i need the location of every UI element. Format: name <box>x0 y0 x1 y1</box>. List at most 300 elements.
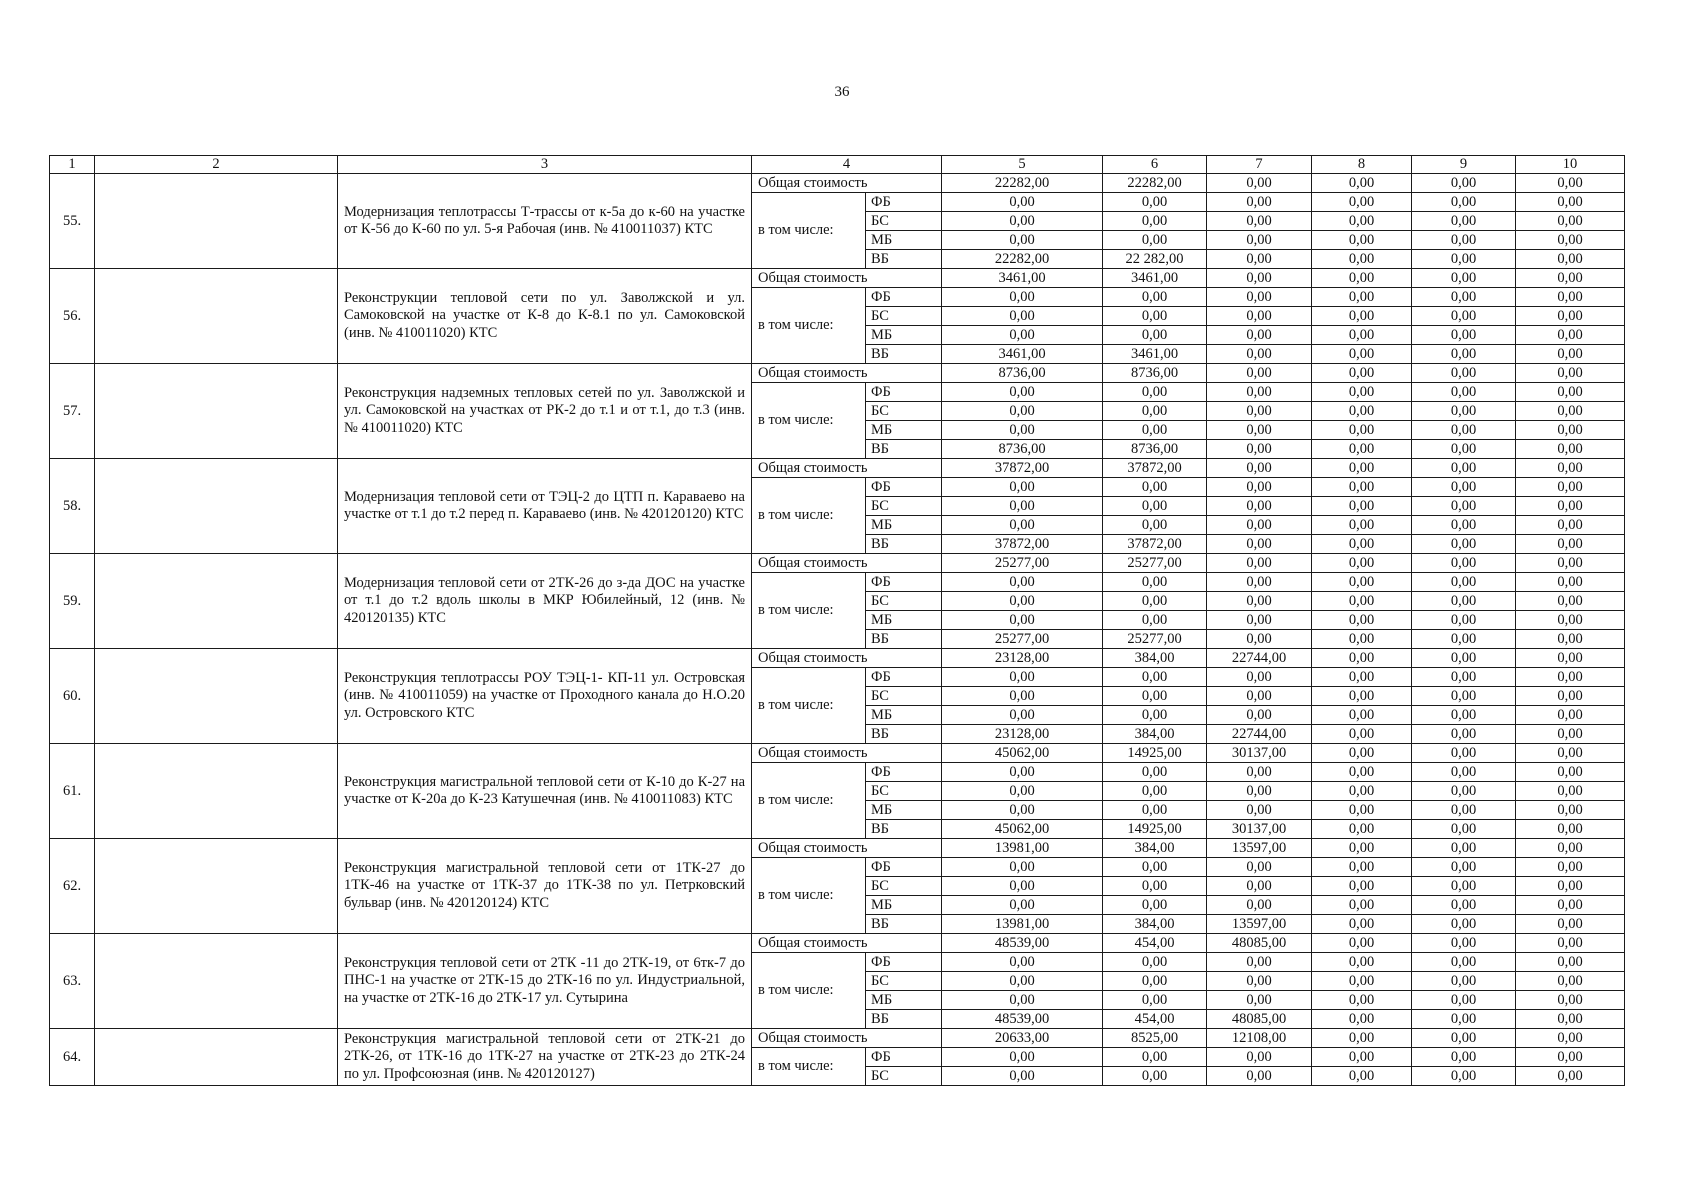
value-cell: 0,00 <box>1412 611 1516 630</box>
value-cell: 0,00 <box>1312 1010 1412 1029</box>
funding-source: ФБ <box>866 383 942 402</box>
value-cell: 0,00 <box>1207 516 1312 535</box>
value-cell: 0,00 <box>1412 706 1516 725</box>
value-cell: 0,00 <box>1312 991 1412 1010</box>
value-cell: 0,00 <box>942 307 1103 326</box>
funding-source: МБ <box>866 991 942 1010</box>
value-cell: 0,00 <box>1412 953 1516 972</box>
value-cell: 0,00 <box>1207 668 1312 687</box>
value-cell: 0,00 <box>1412 782 1516 801</box>
value-cell: 0,00 <box>1207 801 1312 820</box>
value-cell: 0,00 <box>1312 649 1412 668</box>
value-cell: 0,00 <box>942 1048 1103 1067</box>
funding-source: ФБ <box>866 763 942 782</box>
value-cell: 8736,00 <box>1103 364 1207 383</box>
value-cell: 25277,00 <box>1103 554 1207 573</box>
value-cell: 0,00 <box>1412 212 1516 231</box>
value-cell: 0,00 <box>1412 801 1516 820</box>
value-cell: 45062,00 <box>942 744 1103 763</box>
value-cell: 0,00 <box>942 687 1103 706</box>
empty-cell <box>95 744 338 839</box>
value-cell: 0,00 <box>1103 953 1207 972</box>
empty-cell <box>95 839 338 934</box>
value-cell: 0,00 <box>1516 554 1625 573</box>
value-cell: 48085,00 <box>1207 934 1312 953</box>
value-cell: 0,00 <box>942 402 1103 421</box>
value-cell: 0,00 <box>1312 744 1412 763</box>
value-cell: 0,00 <box>942 953 1103 972</box>
value-cell: 0,00 <box>1312 383 1412 402</box>
value-cell: 0,00 <box>1412 345 1516 364</box>
value-cell: 0,00 <box>1312 364 1412 383</box>
value-cell: 0,00 <box>1412 972 1516 991</box>
total-cost-label: Общая стоимость <box>752 649 942 668</box>
value-cell: 0,00 <box>1103 877 1207 896</box>
value-cell: 0,00 <box>1516 744 1625 763</box>
empty-cell <box>95 459 338 554</box>
value-cell: 0,00 <box>1516 174 1625 193</box>
project-number: 57. <box>50 364 95 459</box>
budget-table <box>49 155 1625 1086</box>
value-cell: 25277,00 <box>1103 630 1207 649</box>
value-cell: 0,00 <box>1103 193 1207 212</box>
value-cell: 454,00 <box>1103 934 1207 953</box>
project-name: Реконструкция тепловой сети от 2ТК -11 до 2ТК-19, от 6тк-7 до ПНС-1 на участке от 2ТК-15 до 2ТК-16 по ул. Индустриальной, на участке от 2ТК-16 до 2ТК-17 ул. Сутырина <box>338 934 752 1029</box>
total-cost-label: Общая стоимость <box>752 554 942 573</box>
value-cell: 0,00 <box>942 383 1103 402</box>
value-cell: 0,00 <box>1412 896 1516 915</box>
value-cell: 0,00 <box>1312 953 1412 972</box>
value-cell: 0,00 <box>1103 972 1207 991</box>
value-cell: 8736,00 <box>942 440 1103 459</box>
value-cell: 0,00 <box>1312 592 1412 611</box>
value-cell: 0,00 <box>1516 687 1625 706</box>
funding-source: МБ <box>866 326 942 345</box>
value-cell: 0,00 <box>1207 782 1312 801</box>
empty-cell <box>95 934 338 1029</box>
column-header: 2 <box>95 156 338 174</box>
value-cell: 0,00 <box>1516 1067 1625 1086</box>
value-cell: 0,00 <box>1103 991 1207 1010</box>
value-cell: 0,00 <box>1312 934 1412 953</box>
value-cell: 0,00 <box>1312 231 1412 250</box>
funding-source: БС <box>866 877 942 896</box>
value-cell: 0,00 <box>1412 402 1516 421</box>
value-cell: 0,00 <box>1207 1067 1312 1086</box>
funding-source: БС <box>866 212 942 231</box>
including-label: в том числе: <box>752 288 866 364</box>
column-header: 4 <box>752 156 942 174</box>
total-cost-label: Общая стоимость <box>752 744 942 763</box>
value-cell: 0,00 <box>942 858 1103 877</box>
funding-source: ФБ <box>866 668 942 687</box>
project-name: Модернизация теплотрассы Т-трассы от к-5а до к-60 на участке от К-56 до К-60 по ул. 5-я Рабочая (инв. № 410011037) КТС <box>338 174 752 269</box>
funding-source: ФБ <box>866 858 942 877</box>
value-cell: 0,00 <box>1516 592 1625 611</box>
funding-source: БС <box>866 782 942 801</box>
funding-source: БС <box>866 497 942 516</box>
value-cell: 0,00 <box>1312 212 1412 231</box>
value-cell: 22282,00 <box>942 174 1103 193</box>
value-cell: 0,00 <box>1312 269 1412 288</box>
value-cell: 0,00 <box>1516 1048 1625 1067</box>
value-cell: 0,00 <box>1412 991 1516 1010</box>
funding-source: БС <box>866 307 942 326</box>
empty-cell <box>95 174 338 269</box>
value-cell: 3461,00 <box>942 345 1103 364</box>
value-cell: 13597,00 <box>1207 839 1312 858</box>
value-cell: 0,00 <box>1207 364 1312 383</box>
project-number: 60. <box>50 649 95 744</box>
value-cell: 12108,00 <box>1207 1029 1312 1048</box>
value-cell: 0,00 <box>1207 991 1312 1010</box>
value-cell: 0,00 <box>1516 649 1625 668</box>
funding-source: ВБ <box>866 725 942 744</box>
value-cell: 0,00 <box>1312 972 1412 991</box>
value-cell: 37872,00 <box>942 535 1103 554</box>
table-row <box>50 934 1625 953</box>
value-cell: 14925,00 <box>1103 820 1207 839</box>
project-name: Реконструкция теплотрассы РОУ ТЭЦ-1- КП-11 ул. Островская (инв. № 410011059) на участке от Проходного канала до Н.О.20 ул. Островского КТС <box>338 649 752 744</box>
value-cell: 0,00 <box>1412 877 1516 896</box>
value-cell: 0,00 <box>1207 383 1312 402</box>
funding-source: МБ <box>866 706 942 725</box>
value-cell: 0,00 <box>1312 668 1412 687</box>
value-cell: 23128,00 <box>942 649 1103 668</box>
empty-cell <box>95 364 338 459</box>
table-row <box>50 269 1625 288</box>
project-name: Модернизация тепловой сети от 2ТК-26 до з-да ДОС на участке от т.1 до т.2 вдоль школы в МКР Юбилейный, 12 (инв. № 420120135) КТС <box>338 554 752 649</box>
value-cell: 384,00 <box>1103 915 1207 934</box>
value-cell: 0,00 <box>1103 858 1207 877</box>
table-row <box>50 649 1625 668</box>
funding-source: ФБ <box>866 478 942 497</box>
value-cell: 0,00 <box>1412 231 1516 250</box>
funding-source: ВБ <box>866 915 942 934</box>
value-cell: 0,00 <box>1207 288 1312 307</box>
value-cell: 0,00 <box>1207 440 1312 459</box>
value-cell: 0,00 <box>1207 345 1312 364</box>
value-cell: 0,00 <box>1312 573 1412 592</box>
value-cell: 0,00 <box>942 573 1103 592</box>
value-cell: 0,00 <box>1516 763 1625 782</box>
value-cell: 0,00 <box>1312 877 1412 896</box>
project-number: 58. <box>50 459 95 554</box>
funding-source: МБ <box>866 611 942 630</box>
table-row <box>50 174 1625 193</box>
value-cell: 0,00 <box>1412 1029 1516 1048</box>
value-cell: 0,00 <box>1312 725 1412 744</box>
value-cell: 0,00 <box>1103 573 1207 592</box>
value-cell: 37872,00 <box>942 459 1103 478</box>
value-cell: 0,00 <box>1207 877 1312 896</box>
project-name: Реконструкция магистральной тепловой сети от К-10 до К-27 на участке от К-20а до К-23 Катушечная (инв. № 410011083) КТС <box>338 744 752 839</box>
value-cell: 0,00 <box>1412 858 1516 877</box>
value-cell: 0,00 <box>1516 535 1625 554</box>
table-row <box>50 744 1625 763</box>
value-cell: 0,00 <box>1103 1067 1207 1086</box>
value-cell: 0,00 <box>942 193 1103 212</box>
value-cell: 454,00 <box>1103 1010 1207 1029</box>
value-cell: 0,00 <box>1103 706 1207 725</box>
value-cell: 0,00 <box>942 782 1103 801</box>
value-cell: 0,00 <box>1312 459 1412 478</box>
value-cell: 0,00 <box>1516 839 1625 858</box>
value-cell: 22 282,00 <box>1103 250 1207 269</box>
value-cell: 0,00 <box>942 1067 1103 1086</box>
value-cell: 0,00 <box>1412 326 1516 345</box>
value-cell: 0,00 <box>1103 687 1207 706</box>
value-cell: 0,00 <box>1312 687 1412 706</box>
value-cell: 0,00 <box>1516 478 1625 497</box>
column-header: 7 <box>1207 156 1312 174</box>
value-cell: 0,00 <box>1516 440 1625 459</box>
value-cell: 0,00 <box>1103 288 1207 307</box>
value-cell: 0,00 <box>942 516 1103 535</box>
including-label: в том числе: <box>752 858 866 934</box>
empty-cell <box>95 554 338 649</box>
funding-source: ВБ <box>866 440 942 459</box>
funding-source: МБ <box>866 231 942 250</box>
value-cell: 0,00 <box>1516 896 1625 915</box>
value-cell: 0,00 <box>1412 630 1516 649</box>
value-cell: 45062,00 <box>942 820 1103 839</box>
project-name: Реконструкция магистральной тепловой сети от 2ТК-21 до 2ТК-26, от 1ТК-16 до 1ТК-27 на участке от 2ТК-23 до 2ТК-24 по ул. Профсоюзная (инв. № 420120127) <box>338 1029 752 1086</box>
value-cell: 0,00 <box>1412 649 1516 668</box>
value-cell: 0,00 <box>1412 668 1516 687</box>
value-cell: 0,00 <box>1516 231 1625 250</box>
value-cell: 0,00 <box>1312 535 1412 554</box>
value-cell: 0,00 <box>942 212 1103 231</box>
funding-source: ВБ <box>866 630 942 649</box>
column-header-row <box>50 156 1625 174</box>
value-cell: 0,00 <box>1103 611 1207 630</box>
project-name: Модернизация тепловой сети от ТЭЦ-2 до ЦТП п. Караваево на участке от т.1 до т.2 перед п. Караваево (инв. № 420120120) КТС <box>338 459 752 554</box>
value-cell: 48085,00 <box>1207 1010 1312 1029</box>
including-label: в том числе: <box>752 763 866 839</box>
value-cell: 0,00 <box>1103 782 1207 801</box>
value-cell: 0,00 <box>1312 402 1412 421</box>
value-cell: 3461,00 <box>1103 269 1207 288</box>
value-cell: 3461,00 <box>942 269 1103 288</box>
column-header: 10 <box>1516 156 1625 174</box>
value-cell: 0,00 <box>1516 383 1625 402</box>
value-cell: 0,00 <box>1103 497 1207 516</box>
value-cell: 0,00 <box>1103 801 1207 820</box>
value-cell: 0,00 <box>1516 858 1625 877</box>
value-cell: 0,00 <box>1516 250 1625 269</box>
funding-source: ФБ <box>866 288 942 307</box>
funding-source: ВБ <box>866 535 942 554</box>
value-cell: 0,00 <box>1207 687 1312 706</box>
value-cell: 384,00 <box>1103 839 1207 858</box>
value-cell: 0,00 <box>1312 288 1412 307</box>
funding-source: МБ <box>866 421 942 440</box>
value-cell: 0,00 <box>1412 307 1516 326</box>
value-cell: 0,00 <box>942 668 1103 687</box>
value-cell: 0,00 <box>1312 516 1412 535</box>
value-cell: 0,00 <box>942 592 1103 611</box>
value-cell: 0,00 <box>1312 440 1412 459</box>
value-cell: 0,00 <box>1516 212 1625 231</box>
value-cell: 0,00 <box>1516 307 1625 326</box>
funding-source: БС <box>866 402 942 421</box>
value-cell: 0,00 <box>1412 421 1516 440</box>
funding-source: БС <box>866 687 942 706</box>
value-cell: 0,00 <box>1103 592 1207 611</box>
funding-source: ВБ <box>866 345 942 364</box>
value-cell: 0,00 <box>1516 459 1625 478</box>
value-cell: 0,00 <box>1207 858 1312 877</box>
value-cell: 0,00 <box>1516 345 1625 364</box>
value-cell: 22744,00 <box>1207 649 1312 668</box>
value-cell: 0,00 <box>942 497 1103 516</box>
value-cell: 0,00 <box>1312 706 1412 725</box>
value-cell: 0,00 <box>1412 934 1516 953</box>
value-cell: 0,00 <box>942 801 1103 820</box>
project-number: 59. <box>50 554 95 649</box>
value-cell: 0,00 <box>1207 231 1312 250</box>
value-cell: 0,00 <box>1412 1048 1516 1067</box>
value-cell: 8736,00 <box>942 364 1103 383</box>
value-cell: 0,00 <box>1412 193 1516 212</box>
value-cell: 0,00 <box>1103 212 1207 231</box>
value-cell: 0,00 <box>1412 383 1516 402</box>
value-cell: 0,00 <box>1516 706 1625 725</box>
including-label: в том числе: <box>752 953 866 1029</box>
value-cell: 0,00 <box>1412 573 1516 592</box>
value-cell: 0,00 <box>1516 820 1625 839</box>
value-cell: 0,00 <box>1516 877 1625 896</box>
value-cell: 0,00 <box>1103 478 1207 497</box>
value-cell: 8736,00 <box>1103 440 1207 459</box>
value-cell: 0,00 <box>942 288 1103 307</box>
including-label: в том числе: <box>752 478 866 554</box>
value-cell: 0,00 <box>1207 972 1312 991</box>
value-cell: 0,00 <box>1516 972 1625 991</box>
value-cell: 0,00 <box>1516 934 1625 953</box>
funding-source: БС <box>866 972 942 991</box>
value-cell: 0,00 <box>1207 706 1312 725</box>
value-cell: 0,00 <box>1207 554 1312 573</box>
value-cell: 0,00 <box>1103 668 1207 687</box>
value-cell: 0,00 <box>1516 915 1625 934</box>
funding-source: ФБ <box>866 1048 942 1067</box>
value-cell: 0,00 <box>1312 1067 1412 1086</box>
value-cell: 0,00 <box>1103 421 1207 440</box>
funding-source: ФБ <box>866 193 942 212</box>
value-cell: 0,00 <box>1207 478 1312 497</box>
value-cell: 8525,00 <box>1103 1029 1207 1048</box>
value-cell: 0,00 <box>1516 953 1625 972</box>
value-cell: 0,00 <box>1103 516 1207 535</box>
value-cell: 0,00 <box>1412 687 1516 706</box>
value-cell: 0,00 <box>1516 269 1625 288</box>
value-cell: 0,00 <box>1516 630 1625 649</box>
value-cell: 0,00 <box>1412 269 1516 288</box>
value-cell: 0,00 <box>942 877 1103 896</box>
total-cost-label: Общая стоимость <box>752 839 942 858</box>
value-cell: 0,00 <box>942 421 1103 440</box>
empty-cell <box>95 1029 338 1086</box>
value-cell: 0,00 <box>1103 231 1207 250</box>
value-cell: 0,00 <box>1207 212 1312 231</box>
value-cell: 0,00 <box>1312 1048 1412 1067</box>
value-cell: 0,00 <box>1516 193 1625 212</box>
value-cell: 22282,00 <box>942 250 1103 269</box>
value-cell: 0,00 <box>1412 915 1516 934</box>
table-row <box>50 1029 1625 1048</box>
value-cell: 0,00 <box>1312 858 1412 877</box>
value-cell: 0,00 <box>1516 326 1625 345</box>
column-header: 3 <box>338 156 752 174</box>
value-cell: 0,00 <box>1103 896 1207 915</box>
value-cell: 48539,00 <box>942 1010 1103 1029</box>
column-header: 8 <box>1312 156 1412 174</box>
column-header: 5 <box>942 156 1103 174</box>
value-cell: 0,00 <box>1412 497 1516 516</box>
value-cell: 0,00 <box>942 991 1103 1010</box>
value-cell: 384,00 <box>1103 725 1207 744</box>
value-cell: 0,00 <box>1312 820 1412 839</box>
project-number: 61. <box>50 744 95 839</box>
project-number: 56. <box>50 269 95 364</box>
value-cell: 0,00 <box>942 763 1103 782</box>
value-cell: 0,00 <box>1312 250 1412 269</box>
project-number: 64. <box>50 1029 95 1086</box>
value-cell: 0,00 <box>1312 782 1412 801</box>
value-cell: 0,00 <box>1516 497 1625 516</box>
value-cell: 0,00 <box>1312 307 1412 326</box>
value-cell: 0,00 <box>1312 801 1412 820</box>
value-cell: 20633,00 <box>942 1029 1103 1048</box>
value-cell: 0,00 <box>1207 630 1312 649</box>
value-cell: 37872,00 <box>1103 535 1207 554</box>
value-cell: 37872,00 <box>1103 459 1207 478</box>
value-cell: 0,00 <box>1207 497 1312 516</box>
value-cell: 0,00 <box>1516 725 1625 744</box>
funding-source: БС <box>866 592 942 611</box>
column-header: 6 <box>1103 156 1207 174</box>
value-cell: 0,00 <box>1312 763 1412 782</box>
value-cell: 0,00 <box>942 611 1103 630</box>
funding-source: МБ <box>866 896 942 915</box>
table-row <box>50 554 1625 573</box>
total-cost-label: Общая стоимость <box>752 364 942 383</box>
project-number: 55. <box>50 174 95 269</box>
value-cell: 0,00 <box>1207 459 1312 478</box>
value-cell: 0,00 <box>1207 174 1312 193</box>
value-cell: 0,00 <box>1207 402 1312 421</box>
value-cell: 0,00 <box>942 972 1103 991</box>
value-cell: 0,00 <box>1207 421 1312 440</box>
value-cell: 0,00 <box>1207 193 1312 212</box>
value-cell: 13981,00 <box>942 839 1103 858</box>
value-cell: 30137,00 <box>1207 744 1312 763</box>
including-label: в том числе: <box>752 383 866 459</box>
value-cell: 0,00 <box>1412 725 1516 744</box>
value-cell: 13597,00 <box>1207 915 1312 934</box>
column-header: 1 <box>50 156 95 174</box>
value-cell: 0,00 <box>1412 554 1516 573</box>
funding-source: МБ <box>866 801 942 820</box>
project-name: Реконструкции тепловой сети по ул. Заволжской и ул. Самоковской на участке от К-8 до К-8.1 по ул. Самоковской (инв. № 410011020) КТС <box>338 269 752 364</box>
funding-source: ФБ <box>866 573 942 592</box>
value-cell: 0,00 <box>1103 1048 1207 1067</box>
funding-source: ВБ <box>866 1010 942 1029</box>
value-cell: 0,00 <box>1312 345 1412 364</box>
value-cell: 0,00 <box>1516 516 1625 535</box>
